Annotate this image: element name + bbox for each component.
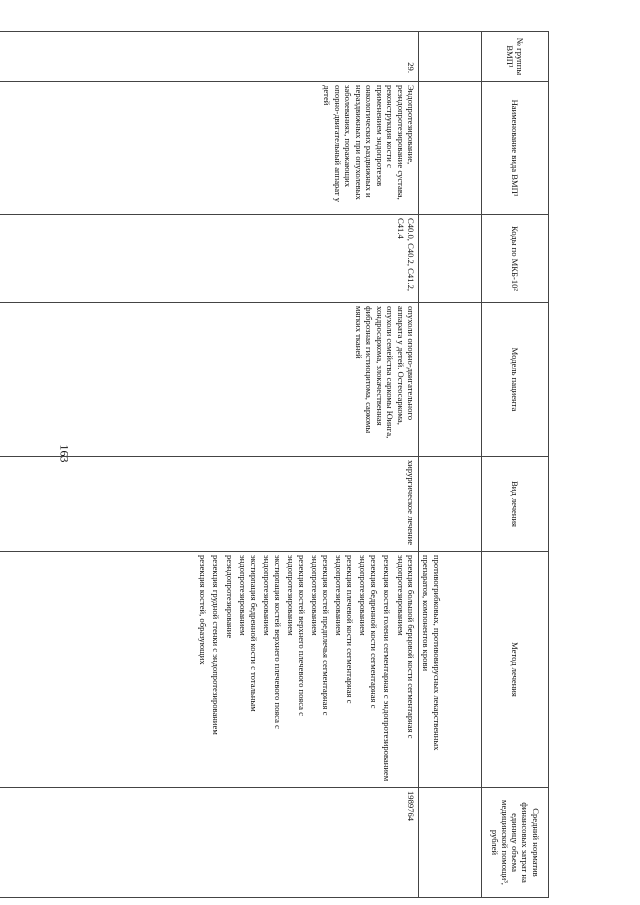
header-treatment-type: Вид лечения — [482, 457, 549, 552]
cell-empty — [419, 457, 482, 552]
cell-vmp-name: Эндопротезирование, реэндопротезирование сустава, реконструкция кости с применением эндопротезов онкологических раздвижных и нераздвижных при опухолевых заболеваниях, поражающих опорно-двигательный аппарат у детей — [0, 82, 419, 215]
cell-empty — [419, 788, 482, 898]
cell-empty — [419, 82, 482, 215]
method-item: резекция костей предплечья сегментарная с эндопротезированием — [310, 555, 331, 716]
header-model: Модель пациента — [482, 303, 549, 457]
method-item: резекция костей, образующих — [197, 555, 208, 665]
method-item: экстирпация костей верхнего плечевого пояса с эндопротезированием — [262, 555, 283, 729]
header-method: Метод лечения — [482, 552, 549, 788]
table-row — [0, 32, 419, 898]
cell-group-number: 29. — [0, 32, 419, 82]
cell-empty — [419, 32, 482, 82]
method-item: резекция костей голени сегментарная с эндопротезированием — [382, 555, 393, 782]
table-header-row — [482, 32, 549, 898]
method-item: резекция большой берцовой кости сегментарная с эндопротезированием — [395, 555, 416, 739]
method-item: резекция грудной стенки с эндопротезированием — [211, 555, 222, 735]
method-item: реэндопротезирование — [224, 555, 235, 639]
cell-cost: 1989764 — [0, 788, 419, 898]
table-row-continuation — [419, 32, 482, 898]
method-item: резекция бедренной кости сегментарная с эндопротезированием — [358, 555, 379, 709]
header-cost: Средний норматив финансовых затрат на единицу объема медицинской помощи³, рублей — [482, 788, 549, 898]
page-number: 163 — [57, 444, 72, 463]
method-item: резекция костей верхнего плечевого пояса с эндопротезированием — [286, 555, 307, 716]
cell-patient-model: опухоли опорно-двигательного аппарата у детей. Остеосаркома, опухоли семейства саркомы Юинга, хондросаркома, злокачественная фиброзная гистиоцитома, саркомы мягких тканей — [0, 303, 419, 457]
cell-empty — [419, 303, 482, 457]
cell-icd-codes: C40.0, C40.2, C41.2, C41.4 — [0, 215, 419, 303]
cell-methods — [0, 552, 419, 788]
treatment-table — [0, 31, 549, 898]
cell-treatment-type: хирургическое лечение — [0, 457, 419, 552]
header-codes: Коды по МКБ-10² — [482, 215, 549, 303]
cell-continuation-method: противогрибковых, противовирусных лекарственных препаратов, компонентов крови — [419, 552, 482, 788]
cell-empty — [419, 215, 482, 303]
method-item: экстирпация бедренной кости с тотальным эндопротезированием — [238, 555, 259, 712]
method-item: резекция плечевой кости сегментарная с эндопротезированием — [334, 555, 355, 704]
header-name: Наименование вида ВМП¹ — [482, 82, 549, 215]
header-group: № группы ВМП¹ — [482, 32, 549, 82]
